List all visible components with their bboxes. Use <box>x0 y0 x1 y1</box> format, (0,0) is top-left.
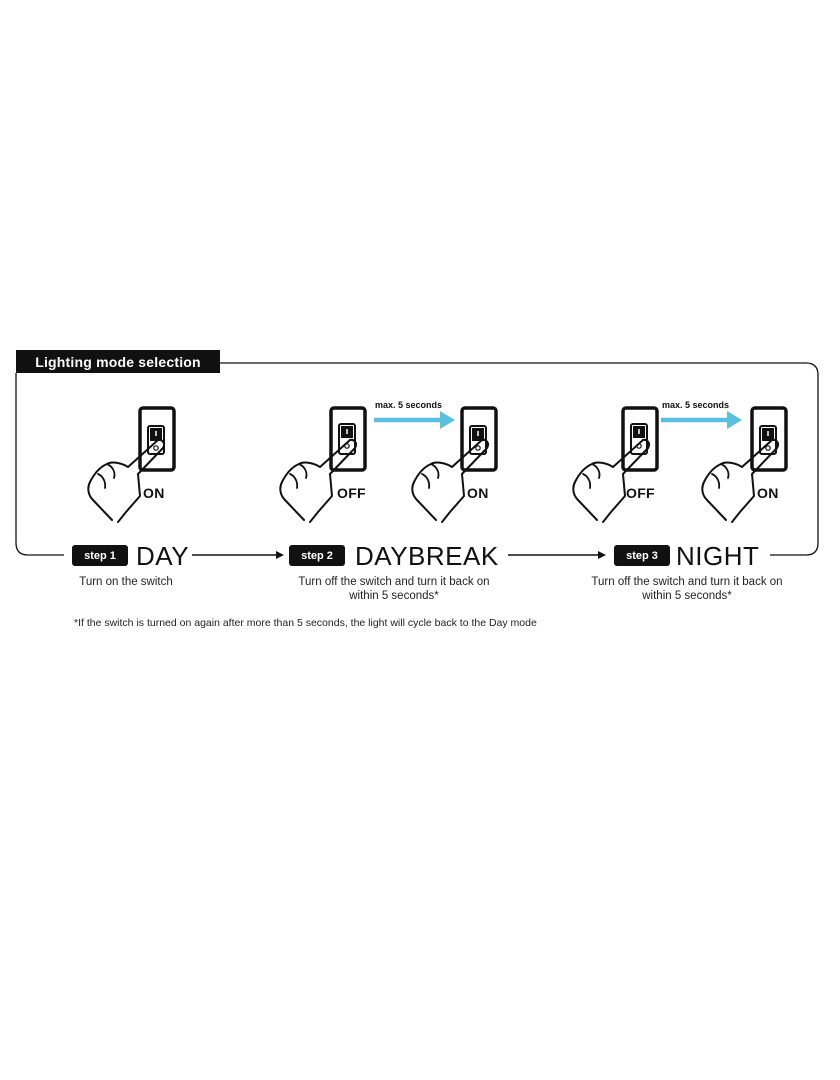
switch-plate-icon <box>623 408 657 470</box>
timed-arrow-icon <box>374 411 455 429</box>
switch-plate-icon <box>140 408 174 470</box>
footnote: *If the switch is turned on again after more than 5 seconds, the light will cycle back to the Day mode <box>74 617 537 629</box>
step-description-line: within 5 seconds* <box>349 590 439 602</box>
step-badge: step 2 <box>289 545 345 566</box>
step-description <box>557 575 817 603</box>
flow-arrow <box>192 551 284 559</box>
mode-name: NIGHT <box>676 541 760 571</box>
step-description: Turn on the switch <box>79 576 173 588</box>
diagram-title: Lighting mode selection <box>16 350 220 373</box>
step-description-line: Turn off the switch and turn it back on <box>298 576 490 588</box>
step-description <box>264 575 524 603</box>
mode-name: DAY <box>136 541 190 571</box>
state-label-off: OFF <box>626 485 655 501</box>
mode-name: DAYBREAK <box>355 541 499 571</box>
switch-plate-icon <box>752 408 786 470</box>
step-description-line: within 5 seconds* <box>642 590 732 602</box>
state-label-off: OFF <box>337 485 366 501</box>
frame-outline <box>220 363 818 555</box>
state-label-on: ON <box>143 485 165 501</box>
frame-outline-left <box>16 373 64 555</box>
step-badge: step 1 <box>72 545 128 566</box>
step-badge: step 3 <box>614 545 670 566</box>
state-label-on: ON <box>757 485 779 501</box>
flow-arrow <box>508 551 606 559</box>
state-label-on: ON <box>467 485 489 501</box>
arrow-label: max. 5 seconds <box>375 400 443 410</box>
switch-plate-icon <box>331 408 365 470</box>
timed-arrow-icon <box>661 411 742 429</box>
switch-plate-icon <box>462 408 496 470</box>
arrow-label: max. 5 seconds <box>662 400 730 410</box>
step-description-line: Turn off the switch and turn it back on <box>591 576 783 588</box>
